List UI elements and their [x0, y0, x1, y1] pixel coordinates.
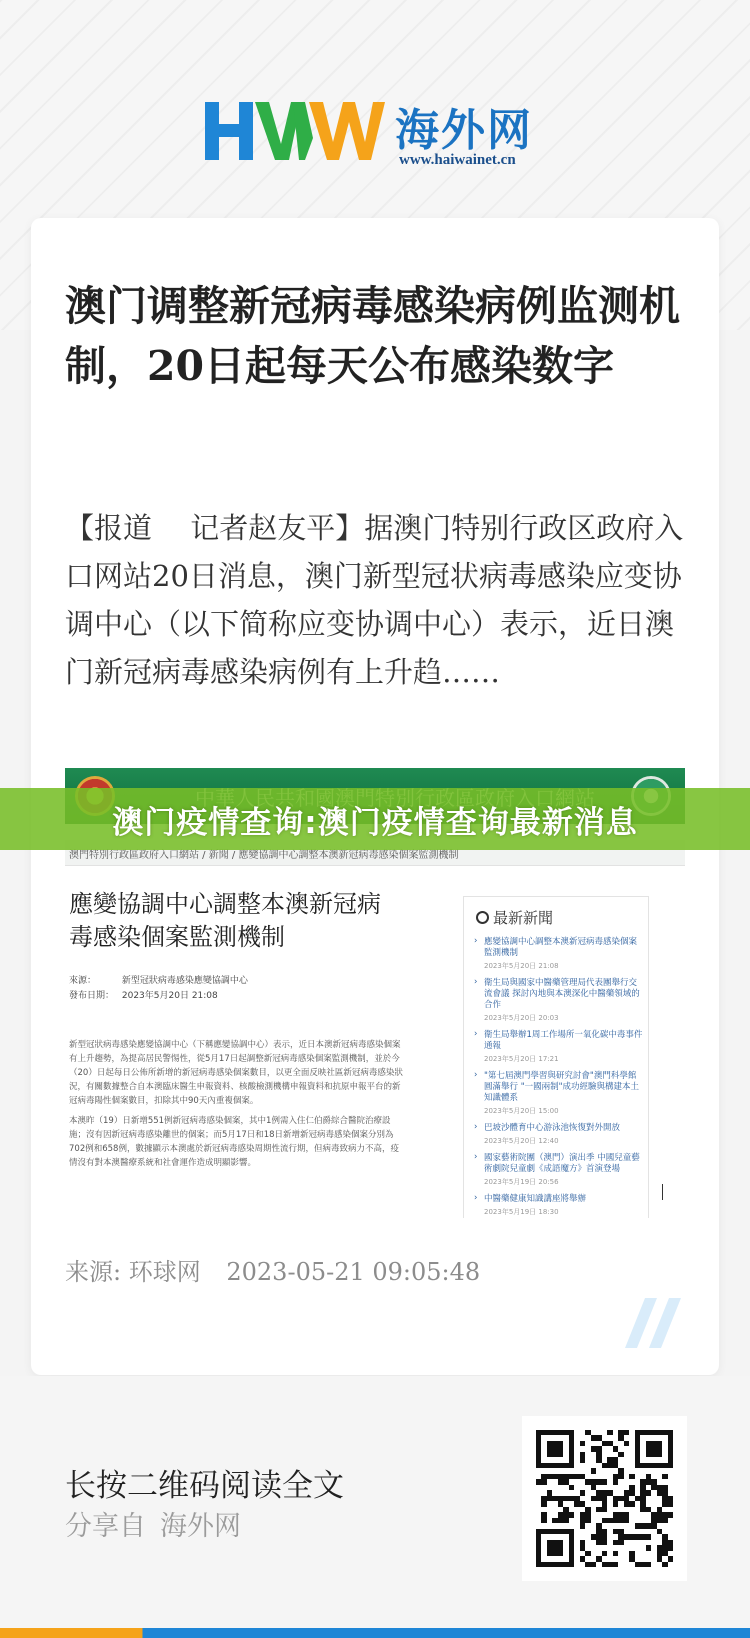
latest-news-title: 最新新聞: [493, 909, 554, 927]
breadcrumb-text: 澳門特別行政區政府入口網站 / 新聞 / 應變協調中心調整本澳新冠病毒感染個案監測機制: [69, 850, 459, 861]
decorative-slash-icon: [623, 1298, 693, 1348]
news-item-date: 2023年5月19日 20:56: [484, 1178, 559, 1186]
source-name: 环球网: [128, 1258, 201, 1286]
news-item[interactable]: [474, 1153, 644, 1187]
hww-logo-mark: [205, 98, 385, 163]
meta-row: [69, 974, 248, 989]
read-full-prompt: 长按二维码阅读全文: [65, 1468, 344, 1504]
qr-code-icon: [536, 1430, 673, 1567]
summary-text: 【报道 记者赵友平】据澳门特别行政区政府入口网站20日消息，澳门新型冠状病毒感染应变协调中心（以下简称应变协调中心）表示，近日澳门新冠病毒感染病例有上升趋……: [65, 511, 684, 689]
news-item-title[interactable]: › "第七屆澳門學習與研究討會"澳門科學館圓滿舉行 "一國兩制"成功經驗與構建本土知識體系: [474, 1071, 644, 1104]
article-summary: [65, 504, 690, 696]
news-item-title[interactable]: › 應變協調中心調整本澳新冠病毒感染個案監測機制: [474, 937, 644, 959]
text-cursor: [662, 1184, 663, 1200]
meta-row: [69, 989, 248, 1004]
article-datetime: 2023-05-21 09:05:48: [226, 1258, 481, 1286]
haiwainet-logo[interactable]: [205, 88, 565, 178]
news-item[interactable]: [474, 1030, 644, 1064]
news-item[interactable]: [474, 1071, 644, 1116]
news-item[interactable]: [474, 1123, 644, 1146]
news-item[interactable]: [474, 1194, 644, 1217]
body-paragraph: 本澳昨（19）日新增551例新冠病毒感染個案，其中1例需入住仁伯爵綜合醫院治療設施；沒有因新冠病毒感染離世的個案；而5月17日和18日新增新冠病毒感染個案分別為702例和658例，數據顯示本澳處於新冠病毒感染周期性流行期，但病毒致病力不高，疫情沒有對本澳醫療系統和社會運作造成明顯影響。: [69, 1116, 399, 1168]
news-item-title[interactable]: › 衛生局與國家中醫藥管理局代表團舉行交流會議 探討內地與本澳深化中醫藥領域的合作: [474, 978, 644, 1011]
share-source: 海外网: [160, 1511, 241, 1542]
article-title: 澳门调整新冠病毒感染病例监测机制，20日起每天公布感染数字: [65, 282, 680, 390]
latest-news-sidebar: [463, 896, 649, 1218]
news-item-date: 2023年5月20日 20:03: [484, 1014, 559, 1022]
meta-label: 發布日期：: [69, 991, 115, 1001]
news-item-title[interactable]: › 巴坡沙體育中心游泳池恢復對外開放: [474, 1123, 644, 1134]
news-item-title[interactable]: › 衛生局舉辦1周工作場所一氧化碳中毒事件通報: [474, 1030, 644, 1052]
bottom-color-strip: [0, 1628, 750, 1638]
meta-value: 新型冠狀病毒感染應變協調中心: [121, 976, 248, 986]
news-item-date: 2023年5月20日 15:00: [484, 1107, 559, 1115]
qr-code[interactable]: [522, 1416, 687, 1581]
clock-icon: [476, 911, 489, 924]
article-source: [65, 1252, 480, 1287]
shot-meta: [69, 974, 248, 1004]
footer: [0, 1376, 750, 1628]
shot-article-title: 應變協調中心調整本澳新冠病毒感染個案監測機制: [69, 890, 381, 951]
overlay-banner[interactable]: [0, 788, 750, 850]
logo-chinese-name: 海外网: [395, 105, 533, 156]
body-paragraph: 新型冠狀病毒感染應變協調中心（下稱應變協調中心）表示，近日本澳新冠病毒感染個案有上升趨勢，為提高居民警惕性，從5月17日起調整新冠病毒感染個案監測機制，並於今（20）日起每日公佈所新增的新冠病毒感染個案數目，以更全面反映社區新冠病毒感染狀況，有關數據整合自本澳臨床醫生申報資料、核酸檢測機構申報資料和抗原申報平台的新冠病毒陽性個案數目，扣除其中90天內重複個案。: [69, 1040, 403, 1106]
logo-url: www.haiwainet.cn: [399, 152, 516, 168]
news-item-date: 2023年5月20日 17:21: [484, 1055, 559, 1063]
meta-value: 2023年5月20日 21:08: [121, 991, 218, 1001]
news-item-date: 2023年5月20日 21:08: [484, 962, 559, 970]
latest-news-list: [474, 937, 644, 1218]
meta-label: 來源：: [69, 976, 97, 986]
share-info: [65, 1504, 241, 1543]
news-item[interactable]: [474, 978, 644, 1023]
source-label: 来源:: [65, 1258, 122, 1286]
news-item[interactable]: [474, 937, 644, 971]
news-item-title[interactable]: › 國家藝術院團（澳門）演出季 中國兒童藝術劇院兒童劇《成語魔方》首演登場: [474, 1153, 644, 1175]
news-item-date: 2023年5月19日 18:30: [484, 1208, 559, 1216]
latest-news-heading: [476, 907, 553, 928]
share-label: 分享自: [65, 1511, 146, 1542]
news-item-title[interactable]: › 中醫藥健康知識講座將舉辦: [474, 1194, 644, 1205]
news-item-date: 2023年5月20日 12:40: [484, 1137, 559, 1145]
shot-article-body: [69, 1038, 404, 1176]
banner-text[interactable]: 澳门疫情查询:澳门疫情查询最新消息: [112, 805, 638, 841]
